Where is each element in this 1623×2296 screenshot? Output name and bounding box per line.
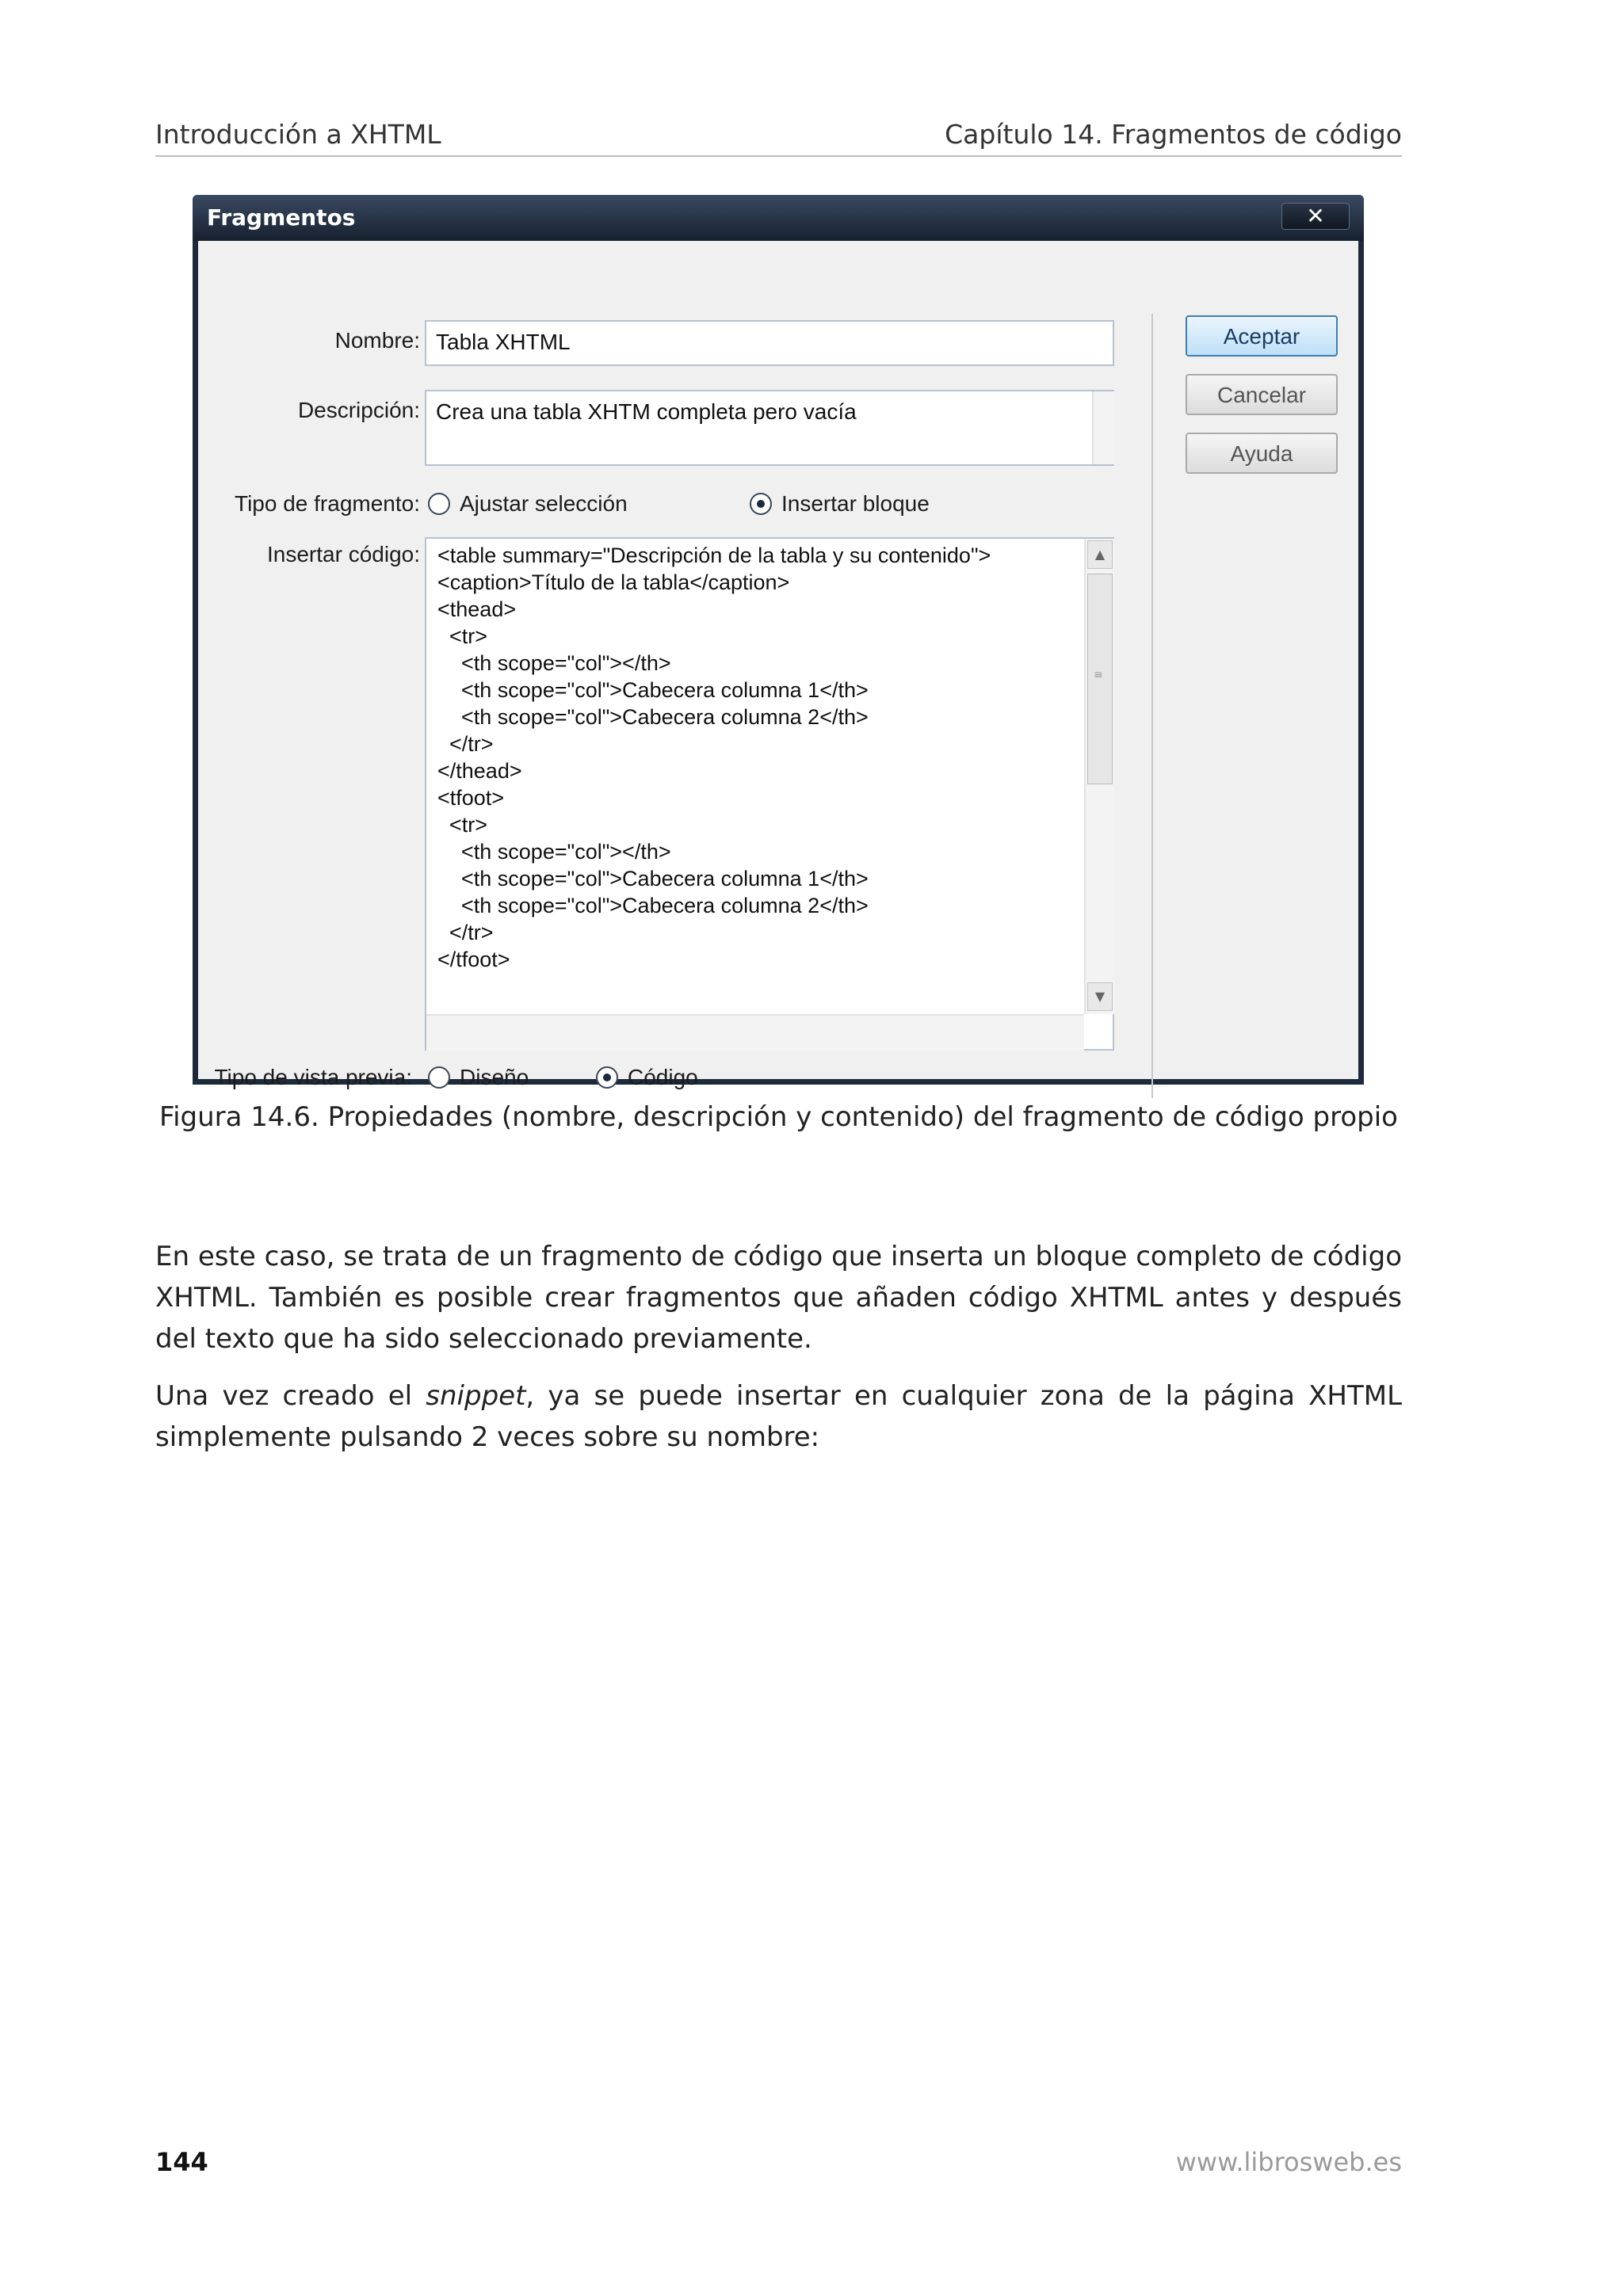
diseno-label[interactable]: Diseño bbox=[460, 1065, 529, 1089]
insertar-codigo-textarea[interactable] bbox=[425, 537, 1114, 1051]
descripcion-textarea[interactable] bbox=[425, 390, 1114, 466]
code-line: <tr> bbox=[437, 624, 488, 648]
ajustar-seleccion-label[interactable]: Ajustar selección bbox=[460, 491, 628, 516]
code-line: </tfoot> bbox=[437, 948, 510, 971]
code-line: <th scope="col"></th> bbox=[437, 651, 671, 675]
snippet-term: snippet bbox=[426, 1380, 526, 1412]
page-number: 144 bbox=[155, 2147, 208, 2177]
code-line: <th scope="col">Cabecera columna 1</th> bbox=[437, 867, 869, 891]
ayuda-button[interactable]: Ayuda bbox=[1186, 433, 1338, 474]
radio-diseno[interactable] bbox=[428, 1066, 450, 1089]
dialog-title: Fragmentos bbox=[207, 204, 356, 231]
paragraph-2-start: Una vez creado el bbox=[155, 1380, 426, 1412]
radio-ajustar-seleccion[interactable] bbox=[428, 493, 450, 515]
code-line: <thead> bbox=[437, 597, 517, 621]
code-line: <tr> bbox=[437, 813, 488, 837]
code-line: </thead> bbox=[437, 759, 522, 783]
button-column-separator bbox=[1151, 314, 1153, 1098]
radio-insertar-bloque[interactable] bbox=[750, 493, 772, 515]
running-header-left: Introducción a XHTML bbox=[155, 119, 441, 150]
header-rule bbox=[155, 155, 1402, 157]
close-button[interactable] bbox=[1281, 203, 1350, 230]
code-line: <tfoot> bbox=[437, 786, 505, 810]
code-line: </tr> bbox=[437, 732, 494, 756]
descripcion-scrollbar[interactable] bbox=[1092, 391, 1114, 464]
grip-icon: ≡ bbox=[1094, 669, 1103, 681]
scroll-thumb[interactable] bbox=[1087, 574, 1113, 784]
close-icon: ✕ bbox=[1306, 203, 1325, 229]
insertar-bloque-label[interactable]: Insertar bloque bbox=[781, 491, 930, 516]
aceptar-button[interactable]: Aceptar bbox=[1186, 315, 1338, 357]
code-line: <caption>Título de la tabla</caption> bbox=[437, 570, 790, 594]
code-line: <th scope="col">Cabecera columna 1</th> bbox=[437, 678, 869, 702]
insertar-codigo-label: Insertar código: bbox=[267, 542, 420, 566]
dialog-client-area bbox=[198, 241, 1358, 1089]
code-line: <th scope="col"></th> bbox=[437, 840, 671, 864]
running-header-right: Capítulo 14. Fragmentos de código bbox=[945, 119, 1402, 150]
nombre-label: Nombre: bbox=[334, 328, 420, 353]
fragmentos-dialog bbox=[193, 195, 1364, 1089]
nombre-input[interactable] bbox=[425, 320, 1114, 366]
paragraph-1: En este caso, se trata de un fragmento de código que inserta un bloque completo de código XHTML. También es posible crear fragmentos que añaden código XHTML antes y después del texto que ha sido seleccionado previamente. bbox=[155, 1241, 1402, 1355]
cancelar-button[interactable]: Cancelar bbox=[1186, 374, 1338, 415]
code-horizontal-scrollbar[interactable] bbox=[426, 1014, 1084, 1051]
descripcion-value: Crea una tabla XHTM completa pero vacía bbox=[436, 399, 857, 424]
scroll-down-arrow-icon[interactable]: ▼ bbox=[1087, 982, 1113, 1011]
paragraph-2 bbox=[155, 1375, 1402, 1458]
dialog-titlebar bbox=[193, 195, 1364, 241]
code-line: </tr> bbox=[437, 921, 494, 944]
tipo-fragmento-label: Tipo de fragmento: bbox=[235, 491, 420, 516]
radio-codigo[interactable] bbox=[596, 1066, 618, 1089]
codigo-label[interactable]: Código bbox=[628, 1065, 698, 1089]
descripcion-label: Descripción: bbox=[297, 398, 420, 422]
paragraph-2-end: , ya se puede insertar en cualquier zona de la página XHTML simplemente pulsando 2 veces sobre su nombre: bbox=[155, 1380, 1403, 1453]
scroll-up-arrow-icon[interactable]: ▲ bbox=[1087, 540, 1113, 569]
vista-previa-label: Tipo de vista previa: bbox=[214, 1065, 412, 1089]
code-line: <th scope="col">Cabecera columna 2</th> bbox=[437, 894, 869, 917]
code-line: <table summary="Descripción de la tabla y su contenido"> bbox=[437, 543, 991, 567]
code-vertical-scrollbar[interactable] bbox=[1084, 539, 1114, 1014]
footer-url: www.librosweb.es bbox=[1175, 2147, 1402, 2177]
figure-caption: Figura 14.6. Propiedades (nombre, descripción y contenido) del fragmento de código propio bbox=[158, 1101, 1398, 1133]
code-line: <th scope="col">Cabecera columna 2</th> bbox=[437, 705, 869, 729]
nombre-value: Tabla XHTML bbox=[436, 330, 571, 354]
